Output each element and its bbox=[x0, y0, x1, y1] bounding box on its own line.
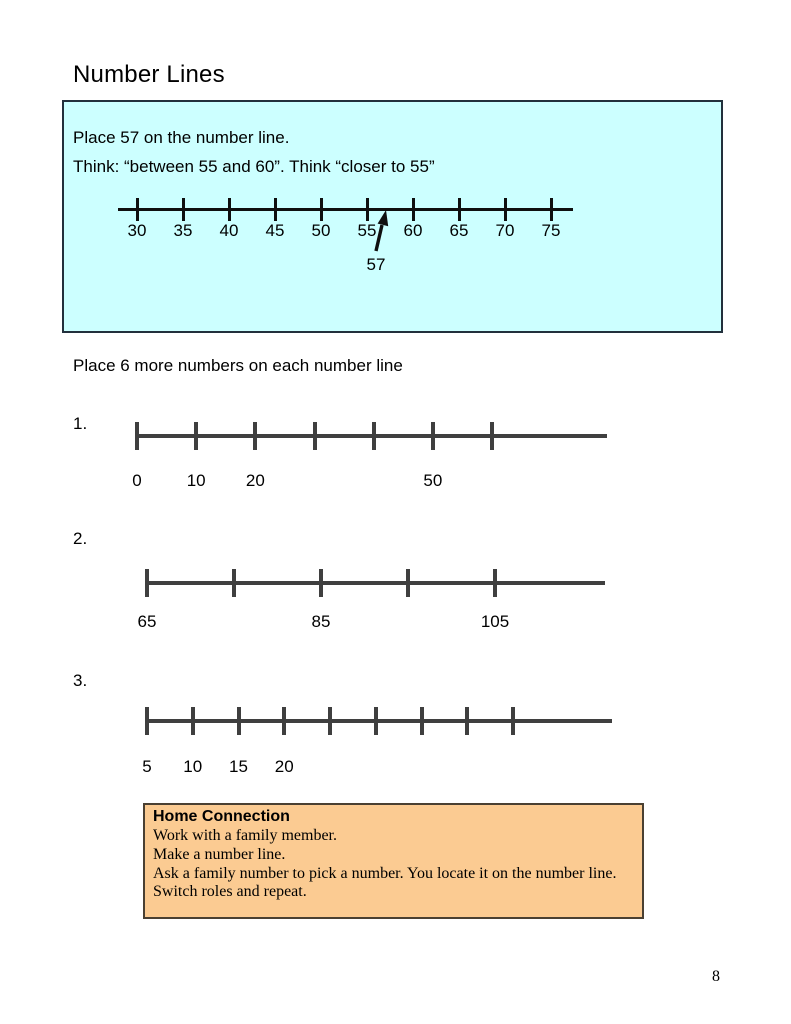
pointer-label: 57 bbox=[366, 255, 386, 274]
tick-label: 50 bbox=[423, 471, 443, 490]
tick-label: 60 bbox=[403, 221, 423, 240]
number-line-rule bbox=[147, 581, 605, 585]
number-line-rule bbox=[147, 719, 612, 723]
tick-mark bbox=[328, 707, 332, 735]
tick-mark bbox=[465, 707, 469, 735]
tick-mark bbox=[490, 422, 494, 450]
home-connection-line: Ask a family number to pick a number. You locate it on the number line. bbox=[153, 864, 617, 882]
tick-label: 15 bbox=[229, 757, 248, 776]
tick-mark bbox=[319, 569, 323, 597]
tick-label: 45 bbox=[265, 221, 285, 240]
number-line-rule bbox=[137, 434, 607, 438]
tick-label: 75 bbox=[541, 221, 561, 240]
pointer-arrow bbox=[366, 205, 392, 255]
home-connection-title: Home Connection bbox=[153, 808, 290, 825]
tick-mark bbox=[253, 422, 257, 450]
home-connection-text bbox=[153, 806, 638, 902]
tick-mark bbox=[282, 707, 286, 735]
tick-label: 10 bbox=[186, 471, 206, 490]
tick-label: 70 bbox=[495, 221, 515, 240]
tick-mark bbox=[232, 569, 236, 597]
home-connection-line: Make a number line. bbox=[153, 845, 286, 863]
tick-mark bbox=[191, 707, 195, 735]
home-connection-line: Switch roles and repeat. bbox=[153, 883, 307, 901]
tick-mark bbox=[372, 422, 376, 450]
example-instruction-2: Think: “between 55 and 60”. Think “closer to 55” bbox=[73, 157, 435, 176]
page-number: 8 bbox=[712, 968, 720, 985]
tick-label: 35 bbox=[173, 221, 193, 240]
tick-label: 85 bbox=[311, 612, 331, 631]
tick-mark bbox=[493, 569, 497, 597]
exercise-1-number: 1. bbox=[73, 414, 88, 433]
tick-mark bbox=[511, 707, 515, 735]
page-title: Number Lines bbox=[73, 61, 225, 88]
tick-label: 50 bbox=[311, 221, 331, 240]
exercise-3-number: 3. bbox=[73, 671, 88, 690]
tick-label: 5 bbox=[142, 757, 152, 776]
tick-label: 55 bbox=[357, 221, 377, 240]
tick-mark bbox=[135, 422, 139, 450]
tick-mark bbox=[431, 422, 435, 450]
tick-mark bbox=[237, 707, 241, 735]
tick-mark bbox=[406, 569, 410, 597]
home-connection-line: Work with a family member. bbox=[153, 827, 337, 844]
tick-label: 30 bbox=[127, 221, 147, 240]
tick-label: 105 bbox=[480, 612, 510, 631]
tick-label: 65 bbox=[449, 221, 469, 240]
tick-mark bbox=[145, 707, 149, 735]
instruction-text: Place 6 more numbers on each number line bbox=[73, 356, 403, 375]
tick-label: 20 bbox=[274, 757, 294, 776]
exercise-2-number: 2. bbox=[73, 529, 88, 548]
tick-label: 65 bbox=[137, 612, 157, 631]
tick-mark bbox=[194, 422, 198, 450]
tick-mark bbox=[313, 422, 317, 450]
tick-label: 0 bbox=[132, 471, 142, 490]
tick-mark bbox=[420, 707, 424, 735]
tick-label: 10 bbox=[183, 757, 203, 776]
tick-label: 20 bbox=[245, 471, 265, 490]
tick-mark bbox=[145, 569, 149, 597]
example-instruction-1: Place 57 on the number line. bbox=[73, 128, 290, 147]
tick-mark bbox=[374, 707, 378, 735]
tick-label: 40 bbox=[219, 221, 239, 240]
